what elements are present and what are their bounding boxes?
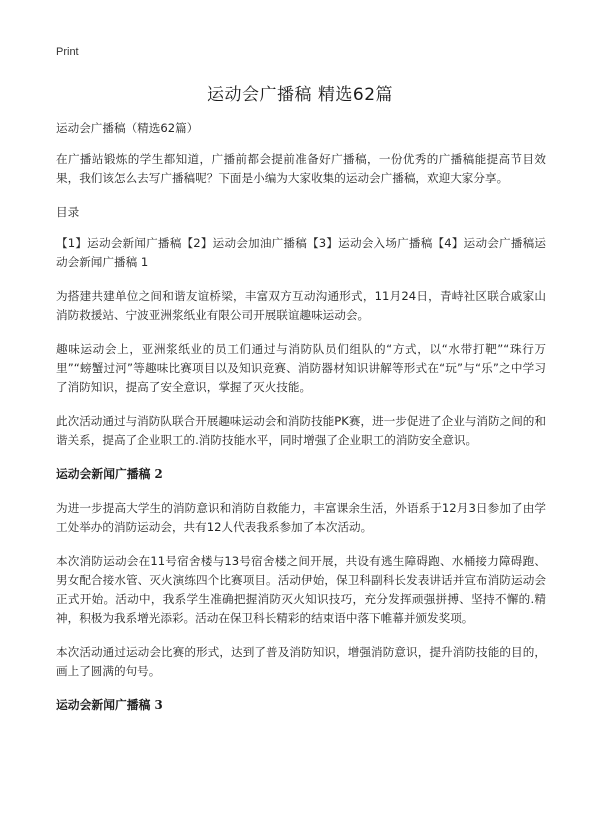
section2-paragraph-1: 为进一步提高大学生的消防意识和消防自救能力，丰富课余生活，外语系于12月3日参加了由学工处举办的消防运动会，共有12人代表我系参加了本次活动。 — [56, 501, 546, 534]
print-link[interactable]: Print — [56, 46, 79, 58]
document-body — [56, 119, 546, 730]
section2-paragraph-3: 本次活动通过运动会比赛的形式，达到了普及消防知识，增强消防意识，提升消防技能的目的，画上了圆满的句号。 — [56, 645, 546, 678]
section1-paragraph-2: 趣味运动会上，亚洲浆纸业的员工们通过与消防队员们组队的“方式，以“水带打靶”“珠行万里”“螃蟹过河”等趣味比赛项目以及知识竞赛、消防器材知识讲解等形式在“玩”与“乐”之中学习了消防知识，提高了安全意识，掌握了灭火技能。 — [56, 342, 546, 394]
doc-subtitle: 运动会广播稿（精选62篇） — [56, 121, 199, 135]
section2-paragraph-2: 本次消防运动会在11号宿舍楼与13号宿舍楼之间开展，共设有逃生障碍跑、水桶接力障碍跑、男女配合接水管、灭火演练四个比赛项目。活动伊始，保卫科副科长发表讲话并宣布消防运动会正式开始。活动中，我系学生准确把握消防灭火知识技巧，充分发挥顽强拼搏、坚持不懈的.精神，积极为我系增光添彩。活动在保卫科长精彩的结束语中落下帷幕并颁发奖项。 — [56, 554, 546, 625]
page-title: 运动会广播稿 精选62篇 — [206, 85, 394, 105]
section2-heading: 运动会新闻广播稿 2 — [56, 467, 163, 481]
toc-entries: 【1】运动会新闻广播稿【2】运动会加油广播稿【3】运动会入场广播稿【4】运动会广播稿运动会新闻广播稿 1 — [56, 236, 546, 269]
section1-paragraph-3: 此次活动通过与消防队联合开展趣味运动会和消防技能PK赛，进一步促进了企业与消防之间的和谐关系，提高了企业职工的.消防技能水平，同时增强了企业职工的消防安全意识。 — [56, 414, 546, 447]
toc-label: 目录 — [56, 205, 80, 219]
intro-paragraph: 在广播站锻炼的学生都知道，广播前都会提前准备好广播稿，一份优秀的广播稿能提高节目效果，我们该怎么去写广播稿呢？下面是小编为大家收集的运动会广播稿，欢迎大家分享。 — [56, 152, 546, 185]
section1-paragraph-1: 为搭建共建单位之间和谐友谊桥梁，丰富双方互动沟通形式，11月24日，青峙社区联合戚家山消防救援站、宁波亚洲浆纸业有限公司开展联谊趣味运动会。 — [56, 289, 546, 322]
section3-heading: 运动会新闻广播稿 3 — [56, 698, 163, 712]
